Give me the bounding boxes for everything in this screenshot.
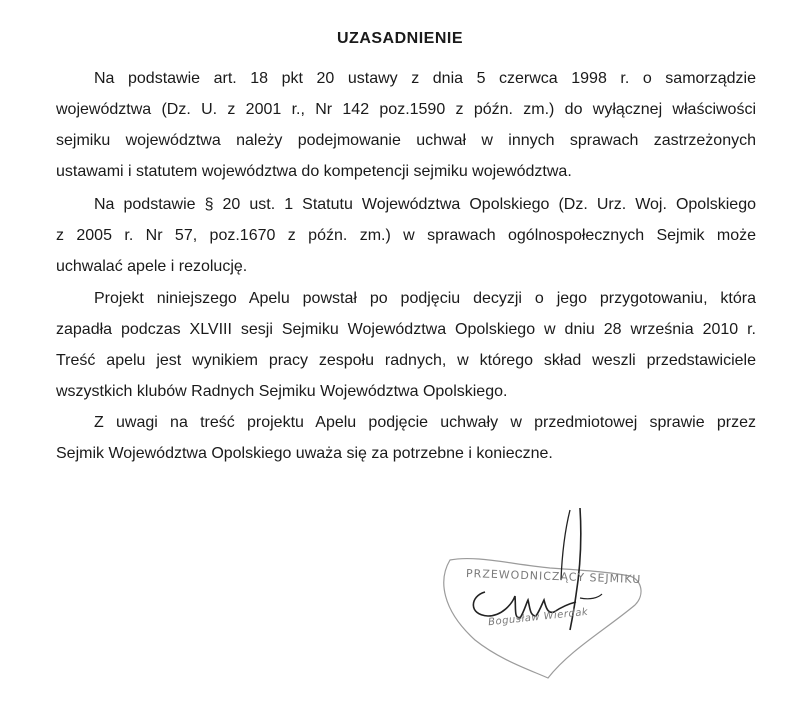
stamp-title: PRZEWODNICZĄCY SEJMIKU (465, 566, 642, 587)
paragraph-line: zapadła podczas XLVIII sesji Sejmiku Województwa Opolskiego w dniu 28 września 2010 r. (56, 321, 756, 338)
paragraph-line: sejmiku województwa należy podejmowanie uchwał w innych sprawach zastrzeżonych (56, 132, 756, 149)
paragraph-line: z 2005 r. Nr 57, poz.1670 z późn. zm.) w sprawach ogólnospołecznych Sejmik może (56, 227, 756, 244)
signature-graphic (430, 500, 660, 690)
paragraph-line: Treść apelu jest wynikiem pracy zespołu radnych, w którego skład weszli przedstawiciele (56, 352, 756, 369)
paragraph-2 (56, 189, 756, 282)
paragraph-line: Na podstawie § 20 ust. 1 Statutu Województwa Opolskiego (Dz. Urz. Woj. Opolskiego (94, 196, 756, 213)
paragraph-3 (56, 283, 756, 407)
paragraph-line: uchwalać apele i rezolucję. (56, 258, 248, 275)
signature-stamp (430, 500, 660, 690)
document-title: UZASADNIENIE (336, 30, 463, 47)
paragraph-line: ustawami i statutem województwa do kompetencji sejmiku województwa. (56, 163, 572, 180)
stamp-name: Bogusław Wierdak (487, 606, 589, 629)
paragraph-line: Sejmik Województwa Opolskiego uważa się za potrzebne i konieczne. (56, 445, 553, 462)
paragraph-4 (56, 407, 756, 469)
paragraph-line: Projekt niniejszego Apelu powstał po podjęciu decyzji o jego przygotowaniu, która (94, 290, 756, 307)
paragraph-line: województwa (Dz. U. z 2001 r., Nr 142 poz.1590 z późn. zm.) do wyłącznej właściwości (56, 101, 756, 118)
paragraph-1 (56, 63, 756, 187)
paragraph-line: wszystkich klubów Radnych Sejmiku Województwa Opolskiego. (56, 383, 508, 400)
paragraph-line: Z uwagi na treść projektu Apelu podjęcie uchwały w przedmiotowej sprawie przez (94, 414, 756, 431)
paragraph-line: Na podstawie art. 18 pkt 20 ustawy z dnia 5 czerwca 1998 r. o samorządzie (94, 70, 756, 87)
